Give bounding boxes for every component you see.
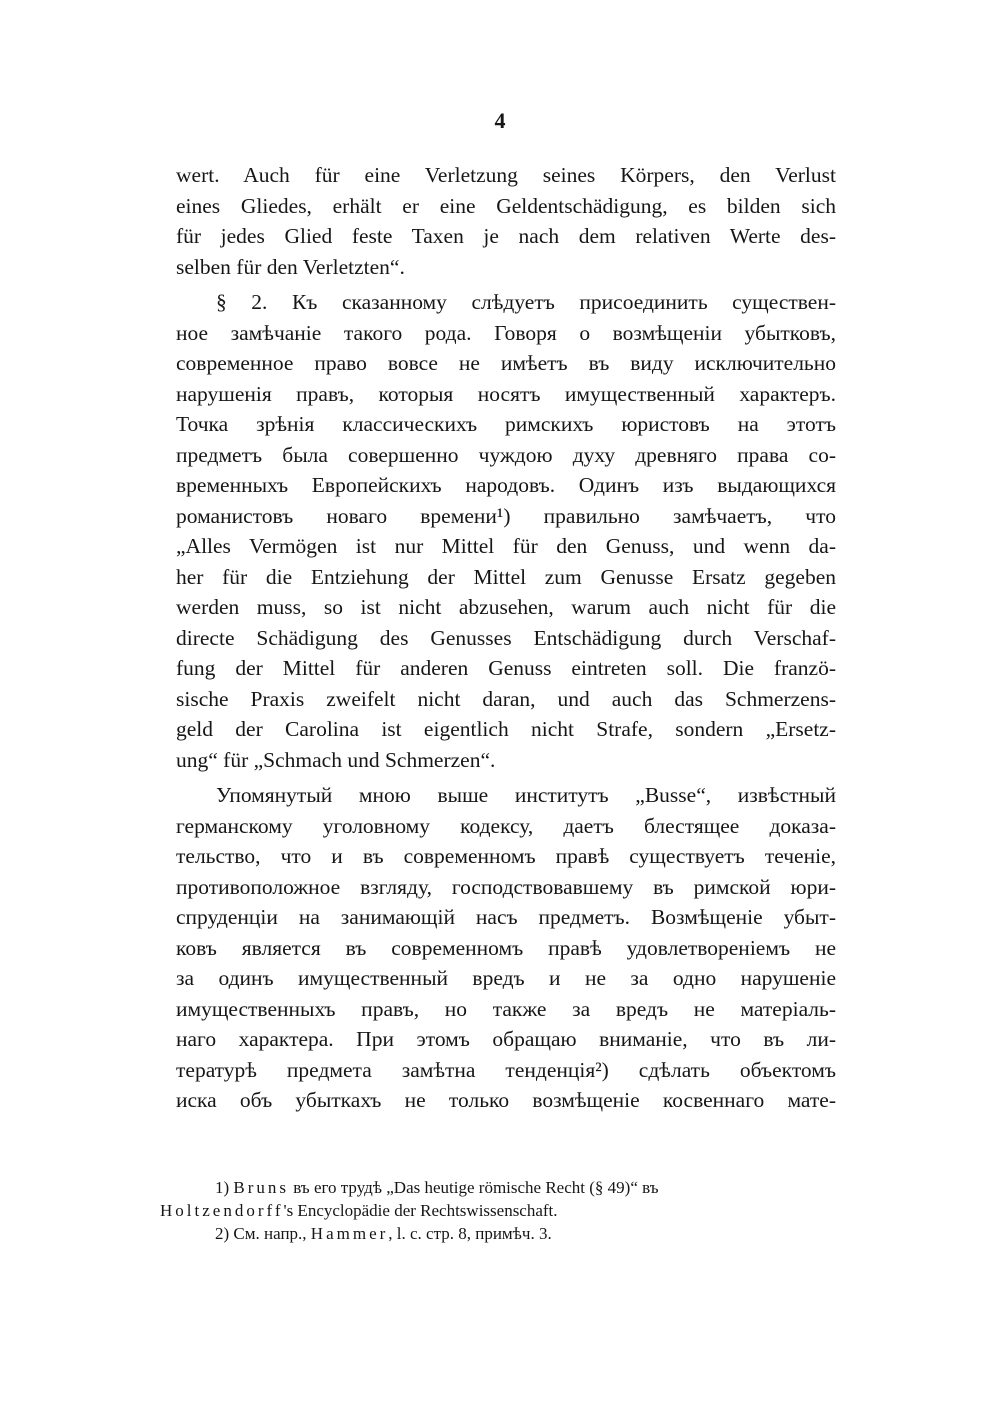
paragraph-1 xyxy=(176,160,836,282)
text-line: германскому уголовному кодексу, даетъ блестящее доказа- xyxy=(176,813,836,838)
page-number: 4 xyxy=(494,108,506,133)
footnotes xyxy=(160,1176,832,1245)
footnote-marker: 1) xyxy=(215,1178,230,1197)
text-line: тературѣ предмета замѣтна тенденція²) сдѣлать объектомъ xyxy=(176,1057,836,1082)
text-line: Точка зрѣнія классическихъ римскихъ юристовъ на этотъ xyxy=(176,412,836,436)
text-line: наго характера. При этомъ обращаю вниманіе, что въ ли- xyxy=(176,1027,836,1051)
paragraph-2 xyxy=(176,287,836,775)
text-line: für jedes Glied feste Taxen je nach dem relativen Werte des- xyxy=(176,224,836,248)
text-line: her für die Entziehung der Mittel zum Genusse Ersatz gegeben xyxy=(176,564,836,589)
text-line: Упомянутый мною выше институтъ „Busse“, извѣстный xyxy=(216,783,836,807)
text-line: спруденціи на занимающій насъ предметъ. Возмѣщеніе убыт- xyxy=(176,905,836,929)
text-line: directe Schädigung des Genusses Entschädigung durch Verschaf- xyxy=(176,625,836,650)
text-line: sische Praxis zweifelt nicht daran, und auch das Schmerzens- xyxy=(176,686,836,711)
text-line: предметъ была совершенно чуждою духу древняго права со- xyxy=(176,442,836,467)
text-line: противоположное взгляду, господствовавшему въ римской юри- xyxy=(176,874,836,899)
text-line: fung der Mittel für anderen Genuss eintreten soll. Die franzö- xyxy=(176,656,836,680)
text-line: иска объ убыткахъ не только возмѣщеніе косвеннаго мате- xyxy=(176,1088,836,1112)
text-line: § 2. Къ сказанному слѣдуетъ присоединить существен- xyxy=(216,290,836,314)
footnote-author: Holtzendorff xyxy=(160,1201,284,1220)
text-line: werden muss, so ist nicht abzusehen, warum auch nicht für die xyxy=(176,595,836,619)
text-line: современное право вовсе не имѣетъ въ виду исключительно xyxy=(176,351,836,375)
text-line: нарушенія правъ, которыя носятъ имущественный характеръ. xyxy=(176,381,836,406)
paragraph-3 xyxy=(176,780,836,1116)
footnote-text: См. напр., xyxy=(229,1224,311,1243)
text-line: ное замѣчаніе такого рода. Говоря о возмѣщеніи убытковъ, xyxy=(176,320,836,345)
footnote-1 xyxy=(160,1176,832,1199)
text-line: временныхъ Европейскихъ народовъ. Одинъ изъ выдающихся xyxy=(176,473,836,497)
text-line: „Alles Vermögen ist nur Mittel für den Genuss, und wenn da- xyxy=(176,534,836,558)
footnote-text: въ его трудѣ „Das heutige römische Recht (§ 49)“ въ xyxy=(289,1178,659,1197)
footnote-1-continuation xyxy=(160,1199,832,1222)
footnote-marker: 2) xyxy=(215,1224,230,1243)
footnote-text: 's Encyclopädie der Rechtswissenschaft. xyxy=(283,1201,558,1220)
footnote-2 xyxy=(160,1222,832,1245)
text-line: имущественныхъ правъ, но также за вредъ не матеріаль- xyxy=(176,996,836,1021)
footnote-text: , l. c. стр. 8, примѣч. 3. xyxy=(388,1224,552,1243)
text-line: ung“ für „Schmach und Schmerzen“. xyxy=(176,747,496,772)
text-line: тельство, что и въ современномъ правѣ существуетъ теченіе, xyxy=(176,844,836,868)
text-line: романистовъ новаго времени¹) правильно замѣчаетъ, что xyxy=(176,503,836,528)
body-text xyxy=(176,160,836,1116)
text-line: geld der Carolina ist eigentlich nicht Strafe, sondern „Ersetz- xyxy=(176,717,836,741)
text-line: ковъ является въ современномъ правѣ удовлетвореніемъ не xyxy=(176,935,836,960)
text-line: selben für den Verletzten“. xyxy=(176,254,405,279)
footnote-author: Bruns xyxy=(233,1178,290,1197)
text-line: за одинъ имущественный вредъ и не за одно нарушеніе xyxy=(176,966,836,990)
footnote-author: Hammer xyxy=(310,1224,389,1243)
text-line: wert. Auch für eine Verletzung seines Körpers, den Verlust xyxy=(176,163,836,187)
text-line: eines Gliedes, erhält er eine Geldentschädigung, es bilden sich xyxy=(176,193,836,218)
